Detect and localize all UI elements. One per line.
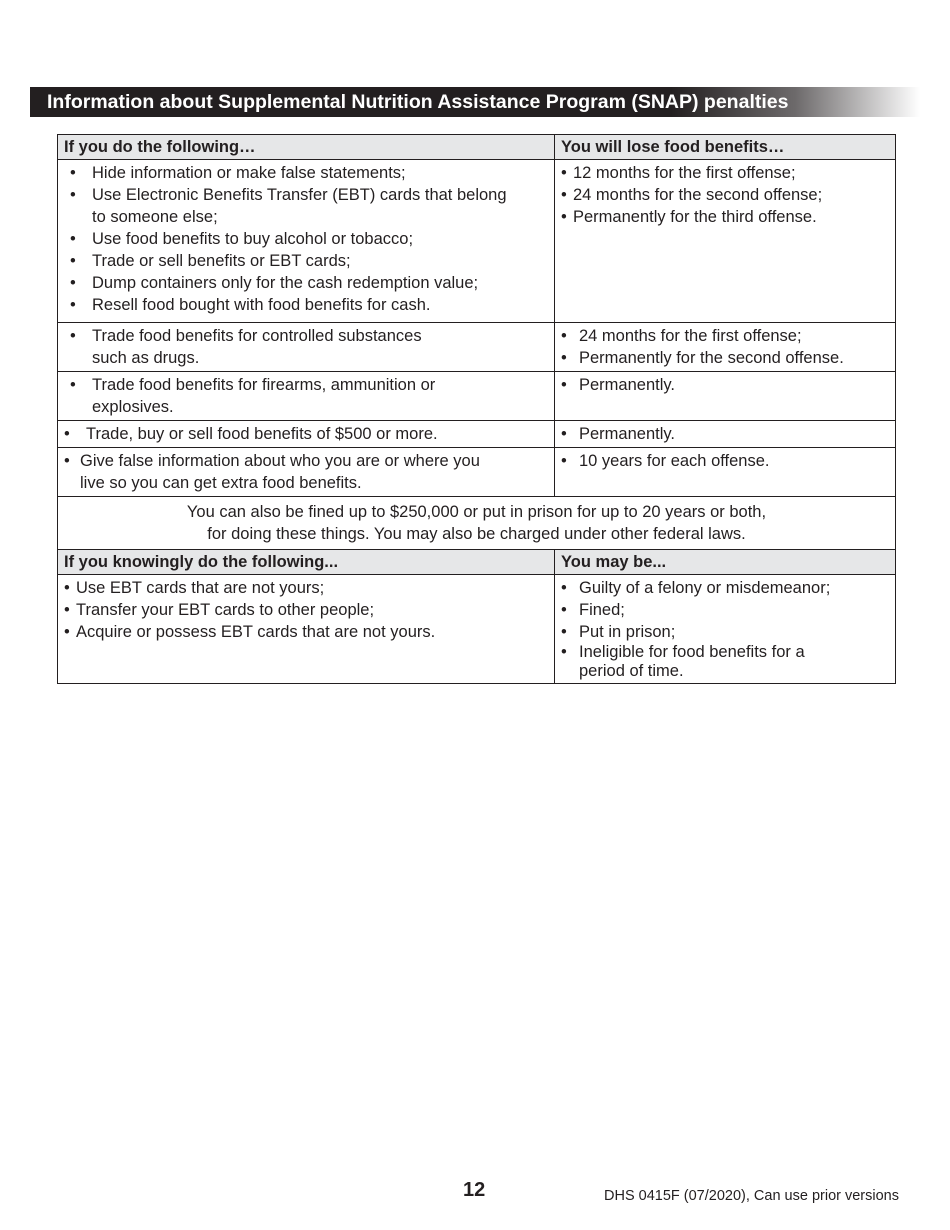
list-item: • Permanently for the third offense. (561, 206, 889, 228)
section-title: Information about Supplemental Nutrition Assistance Program (SNAP) penalties (47, 91, 789, 113)
list-item: • Dump containers only for the cash redemption value; (64, 272, 548, 294)
list-item: • Ineligible for food benefits for a period of time. (561, 643, 889, 681)
actions-list (64, 374, 548, 418)
header-penalties: You will lose food benefits… (555, 135, 896, 160)
table-row (58, 160, 896, 323)
table-row (58, 421, 896, 448)
consequences-cell (555, 575, 896, 684)
notice-line-2: for doing these things. You may also be charged under other federal laws. (207, 525, 746, 543)
header-knowing-actions: If you knowingly do the following... (58, 550, 555, 575)
table-header-row (58, 135, 896, 160)
penalties-cell (555, 160, 896, 323)
list-item: • Use Electronic Benefits Transfer (EBT) cards that belong to someone else; (64, 184, 548, 228)
penalties-list (561, 325, 889, 369)
actions-list (64, 162, 548, 316)
actions-list (64, 423, 548, 445)
snap-penalties-table (57, 134, 896, 684)
list-item: • Hide information or make false statements; (64, 162, 548, 184)
penalties-list (561, 450, 889, 472)
actions-cell (58, 323, 555, 372)
penalties-cell (555, 372, 896, 421)
list-item: • Trade food benefits for controlled substances such as drugs. (64, 325, 548, 369)
penalties-cell (555, 323, 896, 372)
penalties-cell (555, 421, 896, 448)
list-item: • Permanently for the second offense. (561, 347, 889, 369)
penalties-list (561, 423, 889, 445)
section-title-bar (30, 87, 920, 117)
list-item: • Fined; (561, 599, 889, 621)
list-item: • Resell food bought with food benefits for cash. (64, 294, 548, 316)
actions-cell (58, 160, 555, 323)
penalties-cell (555, 448, 896, 497)
list-item: • Guilty of a felony or misdemeanor; (561, 577, 889, 599)
page-number: 12 (463, 1179, 486, 1201)
list-item: • Acquire or possess EBT cards that are not yours. (64, 621, 548, 643)
consequences-list (561, 577, 889, 681)
knowing-actions-cell (58, 575, 555, 684)
table-row (58, 323, 896, 372)
header-actions: If you do the following… (58, 135, 555, 160)
list-item: • Permanently. (561, 423, 889, 445)
list-item: • 10 years for each offense. (561, 450, 889, 472)
notice-row (58, 497, 896, 550)
penalties-list (561, 374, 889, 396)
actions-list (64, 450, 548, 494)
federal-penalty-notice (58, 497, 896, 550)
list-item: • Trade food benefits for firearms, ammunition or explosives. (64, 374, 548, 418)
actions-cell (58, 421, 555, 448)
actions-list (64, 325, 548, 369)
list-item: • Give false information about who you are or where you live so you can get extra food benefits. (64, 450, 548, 494)
list-item: • Put in prison; (561, 621, 889, 643)
list-item: • Trade or sell benefits or EBT cards; (64, 250, 548, 272)
table-row (58, 448, 896, 497)
list-item: • 24 months for the second offense; (561, 184, 889, 206)
list-item: • Transfer your EBT cards to other people; (64, 599, 548, 621)
actions-cell (58, 372, 555, 421)
list-item: • 12 months for the first offense; (561, 162, 889, 184)
knowing-actions-list (64, 577, 548, 643)
list-item: • 24 months for the first offense; (561, 325, 889, 347)
notice-line-1: You can also be fined up to $250,000 or put in prison for up to 20 years or both, (186, 503, 767, 521)
table-row (58, 575, 896, 684)
list-item: • Trade, buy or sell food benefits of $500 or more. (64, 423, 548, 445)
list-item: • Permanently. (561, 374, 889, 396)
list-item: • Use EBT cards that are not yours; (64, 577, 548, 599)
table-header-row (58, 550, 896, 575)
table-row (58, 372, 896, 421)
list-item: • Use food benefits to buy alcohol or tobacco; (64, 228, 548, 250)
penalties-list (561, 162, 889, 228)
header-consequences: You may be... (555, 550, 896, 575)
form-identifier: DHS 0415F (07/2020), Can use prior versions (604, 1188, 899, 1204)
actions-cell (58, 448, 555, 497)
